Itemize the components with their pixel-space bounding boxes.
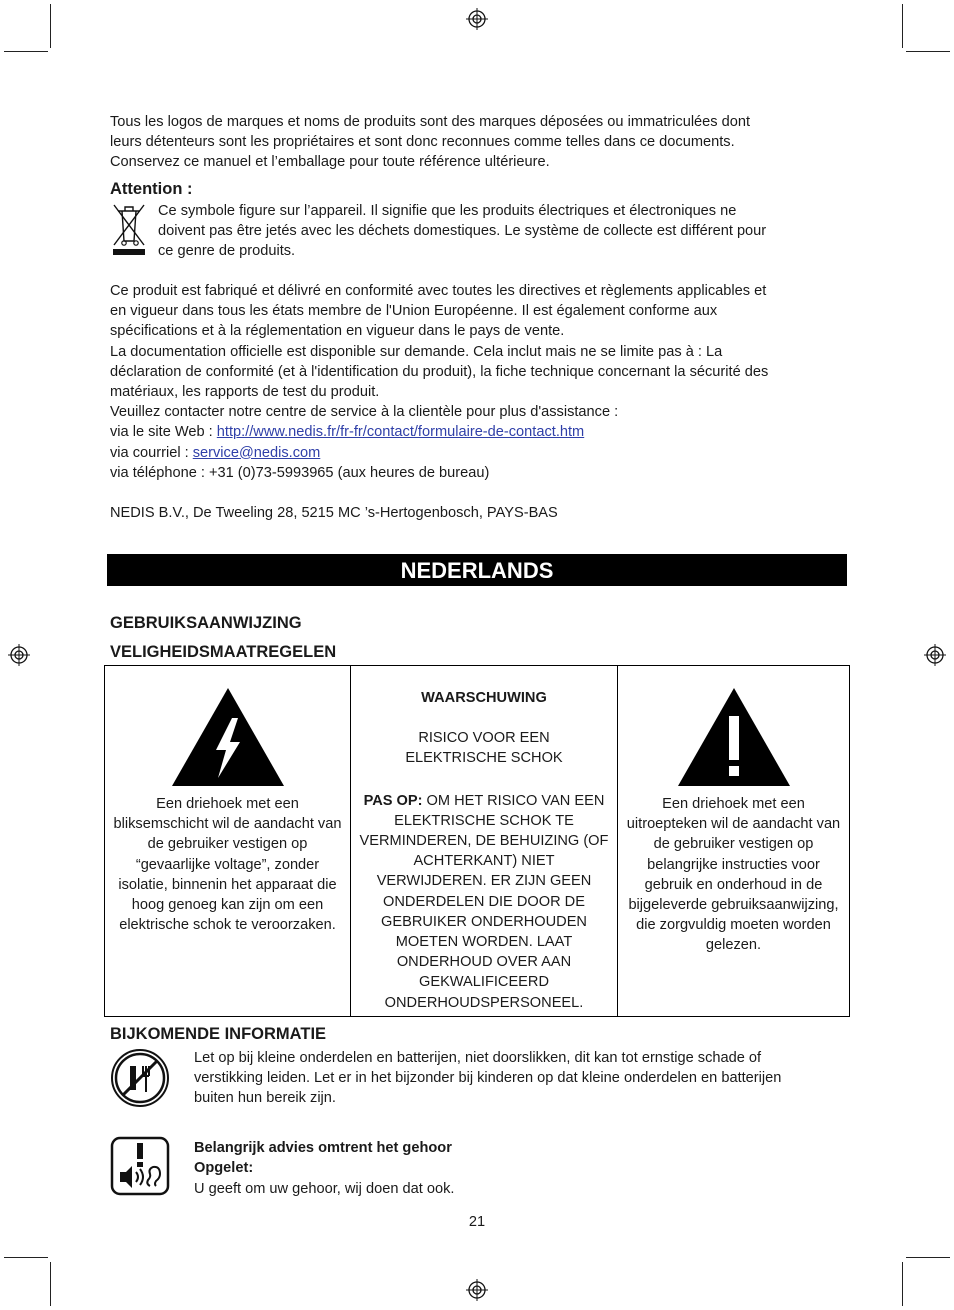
warning-cell-left (105, 666, 351, 1017)
warning-left-text: Een driehoek met een bliksemschicht wil de aandacht van de gebruiker vestigen op “gevaarlijke voltage”, zonder isolatie, binnenin het apparaat die hoog genoeg kan zijn om een elektrische schok te veroorzaken. (113, 796, 342, 934)
crop-mark (906, 51, 950, 52)
intro-line: Conservez ce manuel et l’emballage pour toute référence ultérieure. (110, 154, 550, 171)
attention-title: Attention : (110, 179, 193, 198)
no-swallowing-icon (110, 1048, 170, 1108)
extra-info (110, 1048, 850, 1202)
weee-crossed-bin-icon (110, 201, 148, 257)
safety-heading: VELIGHEIDSMAATREGELEN (110, 643, 337, 661)
conformity-line: La documentation officielle est disponible sur demande. Cela inclut mais ne se limite pas à : La (110, 343, 723, 360)
conformity-line: spécifications et à la réglementation en vigueur dans le pays de vente. (110, 323, 565, 340)
crop-mark (50, 4, 51, 48)
registration-mark-icon (924, 644, 946, 666)
conformity-line: matériaux, les rapports de test du produit. (110, 384, 380, 401)
warning-table (104, 665, 850, 1017)
warning-cell-middle (351, 666, 618, 1017)
small-parts-line: Let op bij kleine onderdelen en batterijen, niet doorslikken, dit kan tot ernstige schade of (194, 1050, 762, 1066)
exclamation-triangle-icon (678, 688, 790, 786)
conformity-line: déclaration de conformité (et à l'identification du produit), la fiche technique concernant la sécurité des (110, 363, 769, 380)
language-banner: NEDERLANDS (107, 554, 847, 586)
attention-line: Ce symbole figure sur l’appareil. Il signifie que les produits électriques et électroniques ne (158, 202, 737, 219)
warning-risk-line: ELEKTRISCHE SCHOK (405, 750, 563, 767)
registration-mark-icon (8, 644, 30, 666)
company-address: NEDIS B.V., De Tweeling 28, 5215 MC ’s-Hertogenbosch, PAYS-BAS (110, 505, 558, 522)
small-parts-line: verstikking leiden. Let er in het bijzonder bij kinderen op dat kleine onderdelen en batterijen (194, 1070, 782, 1087)
registration-mark-icon (466, 8, 488, 30)
extra-heading: BIJKOMENDE INFORMATIE (110, 1025, 327, 1043)
page-number: 21 (468, 1214, 486, 1230)
crop-mark (902, 1262, 903, 1306)
contact-web-link[interactable]: http://www.nedis.fr/fr-fr/contact/formulaire-de-contact.htm (216, 424, 585, 441)
warning-risk-line: RISICO VOOR EEN (418, 730, 550, 747)
hearing-text: U geeft om uw gehoor, wij doen dat ook. (194, 1180, 455, 1197)
attention-block (110, 201, 850, 263)
crop-mark (4, 51, 48, 52)
small-parts-block (110, 1048, 850, 1114)
contact-phone: via téléphone : +31 (0)73-5993965 (aux heures de bureau) (110, 464, 490, 481)
conformity-line: Ce produit est fabriqué et délivré en conformité avec toutes les directives et règlements applicables et (110, 283, 767, 300)
french-section (110, 112, 850, 523)
registration-mark-icon (466, 1279, 488, 1301)
small-parts-line: buiten hun bereik zijn. (194, 1090, 336, 1107)
hearing-subtitle: Opgelet: (194, 1160, 254, 1177)
warning-cell-right (618, 666, 850, 1017)
crop-mark (50, 1262, 51, 1306)
intro-line: Tous les logos de marques et noms de produits sont des marques déposées ou immatriculées dont (110, 114, 751, 130)
warning-right-text: Een driehoek met een uitroepteken wil de aandacht van de gebruiker vestigen op belangrijke instructies voor gebruik en onderhoud in de bijgeleverde gebruiksaanwijzing, die zorgvuldig moeten worden gelezen. (626, 796, 841, 954)
conformity-line: en vigueur dans tous les états membre de l'Union Européenne. Il est également conforme aux (110, 303, 718, 320)
attention-line: doivent pas être jetés avec les déchets domestiques. Le système de collecte est différent pour (158, 223, 767, 240)
hearing-title: Belangrijk advies omtrent het gehoor (194, 1140, 452, 1157)
warning-title: WAARSCHUWING (421, 690, 547, 706)
hearing-warning-icon (110, 1136, 170, 1196)
manual-heading: GEBRUIKSAANWIJZING (110, 614, 302, 632)
conformity-line: Veuillez contacter notre centre de service à la clientèle pour plus d'assistance : (110, 404, 619, 421)
contact-web: via le site Web : http://www.nedis.fr/fr-fr/contact/formulaire-de-contact.htm (110, 424, 585, 441)
contact-mail-link[interactable]: service@nedis.com (192, 444, 321, 461)
warning-caution-text: PAS OP: OM HET RISICO VAN EEN ELEKTRISCHE SCHOK TE VERMINDEREN, DE BEHUIZING (OF ACHTERKANT) NIET VERWIJDEREN. ER ZIJN GEEN ONDERDELEN DIE DOOR DE GEBRUIKER ONDERHOUDEN MOETEN WORDEN. LAAT ONDERHOUD OVER AAN GEKWALIFICEERD ONDERHOUDSPERSONEEL. (359, 792, 609, 1011)
hearing-block (110, 1136, 850, 1202)
crop-mark (902, 4, 903, 48)
intro-line: leurs détenteurs sont les propriétaires et sont donc reconnues comme telles dans ce documents. (110, 134, 735, 151)
crop-mark (906, 1257, 950, 1258)
contact-mail: via courriel : service@nedis.com (110, 444, 321, 461)
crop-mark (4, 1257, 48, 1258)
attention-line: ce genre de produits. (158, 243, 296, 260)
lightning-triangle-icon (172, 688, 284, 786)
